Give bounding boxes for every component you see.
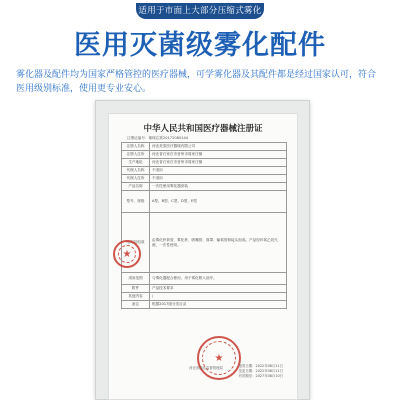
- issuer-seal-stamp: ★: [197, 336, 241, 380]
- approval-date: 批准日期：2022年08月11日: [238, 364, 283, 368]
- top-tag: 适用于市面上大部分压缩式雾化器: [136, 3, 264, 19]
- table-row: [122, 151, 287, 159]
- row-value: 河北美泰医疗器械有限公司: [150, 143, 287, 151]
- row-value: 不适用: [150, 175, 287, 183]
- row-value: /: [150, 293, 287, 301]
- table-row: [122, 213, 287, 273]
- row-value: 河北省石家庄市晋州市周家庄镇: [150, 151, 287, 159]
- table-row: [122, 143, 287, 151]
- table-row: [122, 285, 287, 293]
- certificate-number: 注册证编号：豫械注准20172080144: [127, 136, 189, 140]
- row-key: 生产地址: [122, 159, 150, 167]
- row-key: 代理人住所: [122, 175, 150, 183]
- row-value: A型、B型、C型、D型、E型: [150, 191, 287, 213]
- row-key: 适用范围: [122, 273, 150, 285]
- row-value: 根据2017版分类目录: [150, 301, 287, 309]
- row-key: 其他内容: [122, 293, 150, 301]
- table-row: [122, 191, 287, 213]
- table-row: [122, 301, 287, 309]
- expiry-date: 有效期至：2027年08月10日: [238, 374, 283, 378]
- row-value: 一次性使用雾化器套装: [150, 183, 287, 191]
- row-key: 代理人名称: [122, 167, 150, 175]
- certificate-table: [121, 142, 287, 309]
- row-key: 注册人住所: [122, 151, 150, 159]
- table-row: [122, 293, 287, 301]
- row-key: 备注: [122, 301, 150, 309]
- subtext: 雾化器及配件均为国家严格管控的医疗器械，可学雾化器及其配件都是经过国家认可，符合医用级别标准，使用更专业安心。: [16, 70, 377, 94]
- row-key: 附件: [122, 285, 150, 293]
- certificate-title: 中华人民共和国医疗器械注册证: [143, 124, 263, 134]
- headline: 医用灭菌级雾化配件: [74, 30, 326, 61]
- row-value: 产品技术要求: [150, 285, 287, 293]
- red-seal-stamp: ★: [113, 240, 141, 268]
- row-value: 由雾化杯套管、雾化杯、吸嘴管、面罩、输氧管和接头组成。产品经环氧乙烷灭菌，一次性使用。: [150, 213, 287, 273]
- row-value: 与雾化器配合使用，用于雾化吸入治疗。: [150, 273, 287, 285]
- table-row: [122, 175, 287, 183]
- row-key: 注册人名称: [122, 143, 150, 151]
- change-date: 变更日期：2022年08月11日: [238, 369, 283, 373]
- row-key: 结构及组成: [122, 213, 150, 273]
- table-row: [122, 183, 287, 191]
- row-value: 河北省石家庄市晋州市周家庄镇: [150, 159, 287, 167]
- table-row: [122, 159, 287, 167]
- row-value: 不适用: [150, 167, 287, 175]
- issuer-name: 河北省药品监督管理局: [189, 366, 223, 370]
- table-row: [122, 167, 287, 175]
- row-key: 型号、规格: [122, 191, 150, 213]
- row-key: 产品名称: [122, 183, 150, 191]
- certificate-paper: [108, 113, 298, 400]
- certificate-dates: [239, 364, 283, 379]
- table-row: [122, 273, 287, 285]
